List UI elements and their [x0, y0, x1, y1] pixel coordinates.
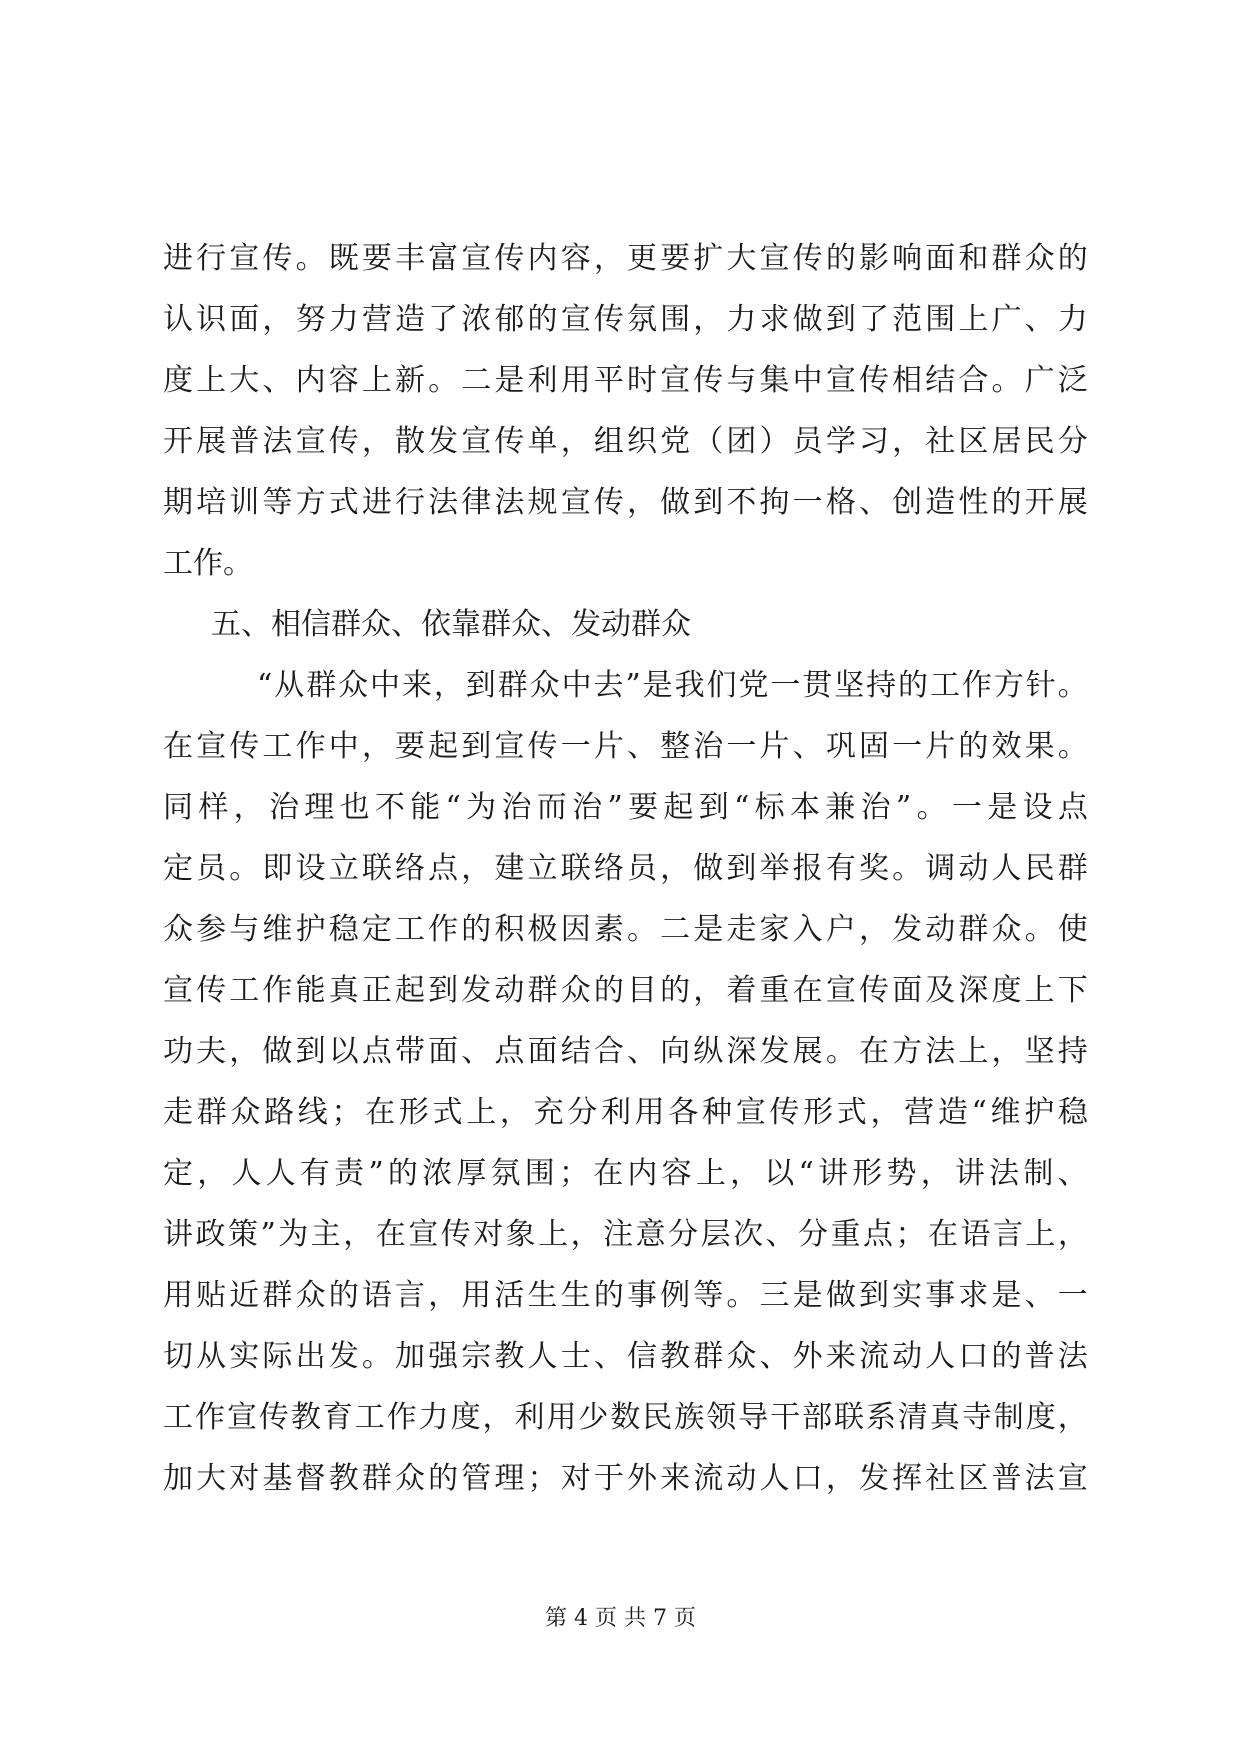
text-line: 用 贴 近 群 众 的 语 言 ， 用 活 生 生 的 事 例 等 。 三 是 做 到 实 事 求 是 、 一	[163, 1278, 1088, 1313]
text-line: 走 群 众 路 线 ； 在 形 式 上 ， 充 分 利 用 各 种 宣 传 形 式 ， 营 造 “ 维 护 稳	[163, 1095, 1088, 1130]
text-line: 认 识 面 ， 努 力 营 造 了 浓 郁 的 宣 传 氛 围 ， 力 求 做 到 了 范 围 上 广 、 力	[163, 302, 1088, 337]
text-line: 众 参 与 维 护 稳 定 工 作 的 积 极 因 素 。 二 是 走 家 入 户 ， 发 动 群 众 。 使	[163, 912, 1088, 947]
text-line: 工 作 宣 传 教 育 工 作 力 度 ， 利 用 少 数 民 族 领 导 干 部 联 系 清 真 寺 制 度 ，	[163, 1400, 1088, 1435]
text-line: 加 大 对 基 督 教 群 众 的 管 理 ； 对 于 外 来 流 动 人 口 ， 发 挥 社 区 普 法 宣	[163, 1461, 1088, 1496]
text-line: 工作。	[163, 546, 253, 581]
page-footer: 第 4 页 共 7 页	[545, 1606, 696, 1631]
text-line: 定 员 。 即 设 立 联 络 点 ， 建 立 联 络 员 ， 做 到 举 报 有 奖 。 调 动 人 民 群	[163, 851, 1088, 886]
text-line: 度 上 大 、 内 容 上 新 。 二 是 利 用 平 时 宣 传 与 集 中 宣 传 相 结 合 。 广 泛	[163, 363, 1088, 398]
text-line: 宣 传 工 作 能 真 正 起 到 发 动 群 众 的 目 的 ， 着 重 在 宣 传 面 及 深 度 上 下	[163, 973, 1088, 1008]
text-line: “ 从 群 众 中 来 ， 到 群 众 中 去 ” 是 我 们 党 一 贯 坚 持 的 工 作 方 针 。	[257, 668, 1088, 703]
text-line: 功 夫 ， 做 到 以 点 带 面 、 点 面 结 合 、 向 纵 深 发 展 。 在 方 法 上 ， 坚 持	[163, 1034, 1088, 1069]
text-line: 定 ， 人 人 有 责 ” 的 浓 厚 氛 围 ； 在 内 容 上 ， 以 “ 讲 形 势 ， 讲 法 制 、	[163, 1156, 1088, 1191]
body-text	[163, 228, 1088, 1509]
text-line: 五、相信群众、依靠群众、发动群众	[211, 607, 691, 642]
text-line: 同 样 ， 治 理 也 不 能 “ 为 治 而 治 ” 要 起 到 “ 标 本 兼 治 ” 。 一 是 设 点	[163, 790, 1088, 825]
text-line: 开 展 普 法 宣 传 ， 散 发 宣 传 单 ， 组 织 党 （ 团 ） 员 学 习 ， 社 区 居 民 分	[163, 424, 1088, 459]
text-line: 进 行 宣 传 。 既 要 丰 富 宣 传 内 容 ， 更 要 扩 大 宣 传 的 影 响 面 和 群 众 的	[163, 241, 1088, 276]
text-line: 切 从 实 际 出 发 。 加 强 宗 教 人 士 、 信 教 群 众 、 外 来 流 动 人 口 的 普 法	[163, 1339, 1088, 1374]
text-line: 期 培 训 等 方 式 进 行 法 律 法 规 宣 传 ， 做 到 不 拘 一 格 、 创 造 性 的 开 展	[163, 485, 1088, 520]
text-line: 讲 政 策 ” 为 主 ， 在 宣 传 对 象 上 ， 注 意 分 层 次 、 分 重 点 ； 在 语 言 上 ，	[163, 1217, 1088, 1252]
text-line: 在 宣 传 工 作 中 ， 要 起 到 宣 传 一 片 、 整 治 一 片 、 巩 固 一 片 的 效 果 。	[163, 729, 1088, 764]
